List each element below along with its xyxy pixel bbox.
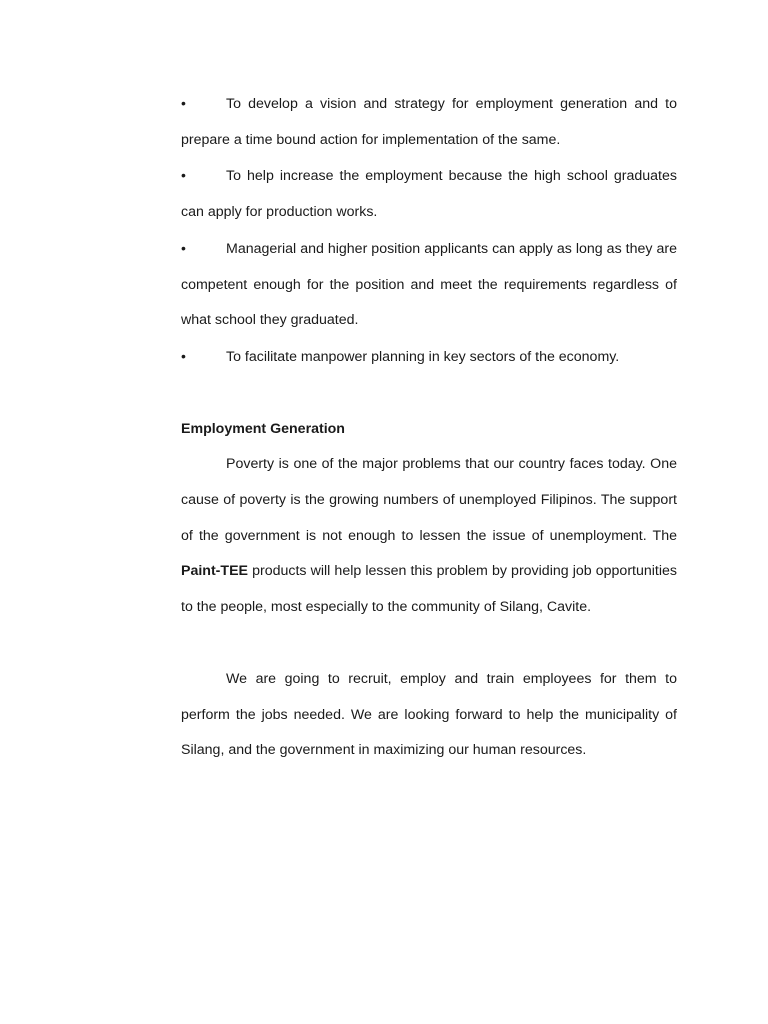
objective-text: To facilitate manpower planning in key sectors of the economy. xyxy=(226,348,620,365)
bullet-icon: • xyxy=(181,167,186,184)
paragraph-spacer xyxy=(181,626,677,662)
paragraph-text: Poverty is one of the major problems that our country faces today. One cause of poverty is the growing numbers of unemployed Filipinos. The support of the government is not enough to lessen the issue of unemployment. The xyxy=(181,456,677,544)
objectives-list xyxy=(181,86,677,376)
section-heading: Employment Generation xyxy=(181,420,345,437)
paragraph-recruitment: We are going to recruit, employ and train employees for them to perform the jobs needed. We are looking forward to help the municipality of Silang, and the government in maximizing our human resources. xyxy=(181,670,677,759)
bullet-icon: • xyxy=(181,95,186,111)
brand-name: Paint-TEE xyxy=(181,563,249,580)
paragraph-text: products will help lessen this problem by providing job opportunities to the people, most especially to the community of Silang, Cavite. xyxy=(181,563,677,616)
objective-text: Managerial and higher position applicants can apply as long as they are competent enough for the position and meet the requirements regardless of what school they graduated. xyxy=(181,240,677,329)
bullet-icon: • xyxy=(181,239,186,256)
objective-text: To develop a vision and strategy for employment generation and to prepare a time bound action for implementation of the same. xyxy=(181,96,677,148)
bullet-icon: • xyxy=(181,347,186,364)
list-item xyxy=(181,86,677,158)
list-item xyxy=(181,339,677,376)
paragraph-poverty xyxy=(181,447,677,626)
list-item xyxy=(181,231,677,339)
list-item xyxy=(181,158,677,230)
objective-text: To help increase the employment because the high school graduates can apply for production works. xyxy=(181,168,677,221)
document-page xyxy=(181,86,677,769)
